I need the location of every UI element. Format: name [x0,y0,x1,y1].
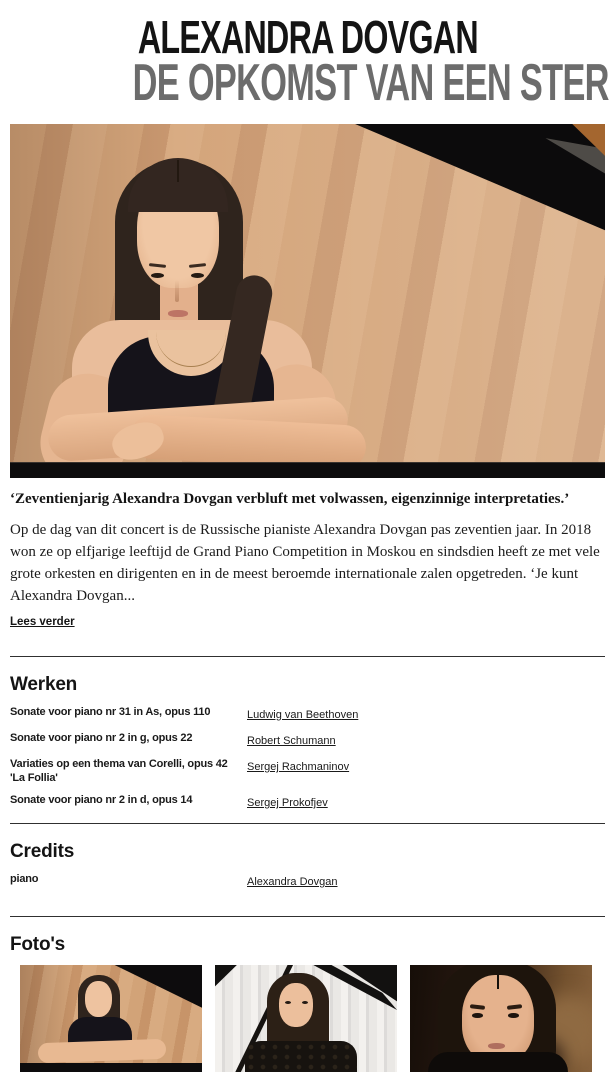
table-row [10,793,605,811]
figure-eye-left [151,273,164,278]
divider [10,823,605,824]
composer-cell [247,705,605,723]
work-title: Sonate voor piano nr 2 in d, opus 14 [10,794,193,806]
credit-role: piano [10,873,39,885]
credits-heading: Credits [10,841,75,862]
werken-table [10,705,605,811]
press-quote: ‘Zeventienjarig Alexandra Dovgan verbluft met volwassen, eigenzinnige interpretaties.’ [10,491,570,507]
photo-thumbnails-row [20,965,605,1072]
thumb2-figure-eye [285,1001,291,1004]
page-subtitle [10,54,609,112]
performer-link[interactable]: Alexandra Dovgan [247,876,338,888]
work-title: Variaties op een thema van Corelli, opus 42 'La Follia' [10,758,228,784]
figure-nose [175,280,179,302]
photo-thumbnail-3[interactable] [410,965,592,1072]
page [0,11,615,1056]
divider [10,656,605,657]
thumb3-figure-eye [472,1013,483,1018]
thumb3-figure-lips [488,1043,505,1049]
composer-link[interactable]: Ludwig van Beethoven [247,709,359,721]
content-container [0,11,615,1072]
fotos-heading: Foto's [10,934,66,955]
thumb3-hair-part [497,975,499,989]
table-row [10,872,605,890]
page-title-text: ALEXANDRA DOVGAN [137,11,478,63]
table-row [10,705,605,723]
table-row [10,731,605,749]
piano-edge-band [10,462,605,478]
figure-hair-part [177,160,179,182]
composer-cell [247,731,605,749]
thumb3-figure-black-top [428,1052,568,1072]
thumb1-figure-face [85,981,112,1017]
divider [10,916,605,917]
composer-cell [247,757,605,785]
thumb2-figure-eye [302,1001,308,1004]
work-title: Sonate voor piano nr 31 in As, opus 110 [10,706,211,718]
werken-heading: Werken [10,674,78,695]
page-title [10,11,605,63]
thumb2-figure-face [279,983,313,1027]
thumb1-piano-edge [20,1063,202,1072]
hero-photo [10,124,605,478]
page-subtitle-text: DE OPKOMST VAN EEN STER [132,54,609,112]
credit-cell [247,872,605,890]
photo-thumbnail-1[interactable] [20,965,202,1072]
composer-link[interactable]: Sergej Prokofjev [247,797,328,809]
photo-thumbnail-2[interactable] [215,965,397,1072]
credits-table [10,872,605,890]
composer-link[interactable]: Sergej Rachmaninov [247,761,350,773]
figure-lips [168,310,188,317]
figure-eye-right [191,273,204,278]
thumb3-figure-eye [508,1013,519,1018]
table-row [10,757,605,785]
header [10,11,609,112]
thumb2-figure-lace-top [245,1041,357,1072]
read-more-link[interactable]: Lees verder [10,616,75,628]
composer-cell [247,793,605,811]
composer-link[interactable]: Robert Schumann [247,735,336,747]
intro-paragraph: Op de dag van dit concert is de Russische pianiste Alexandra Dovgan pas zeventien jaar. In 2018 won ze op elfjarige leeftijd de Grand Piano Competition in Moskou en sindsdien heeft ze met vele grote orkesten en dirigenten en in de meest beroemde internationale zalen opgetreden. ‘Je kunt Alexandra Dovgan... [10,522,600,604]
work-title: Sonate voor piano nr 2 in g, opus 22 [10,732,193,744]
